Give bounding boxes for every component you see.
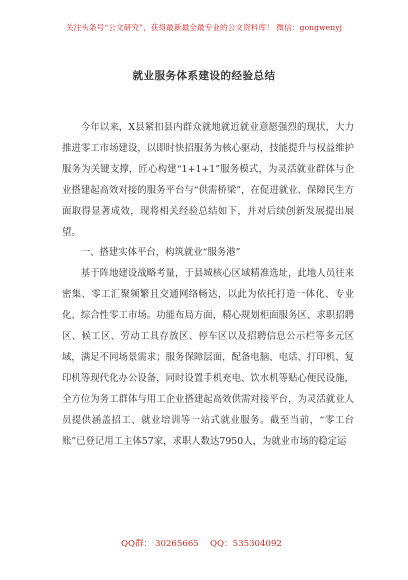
document-title: 就业服务体系建设的经验总结 xyxy=(132,70,276,82)
section-heading: 一、搭建实体平台，构筑就业“服务港” xyxy=(80,247,241,259)
body-paragraph: 基于阵地建设战略考量，于县城核心区域精准选址，此地人员往来密集、零工汇聚频繁且交通网络畅达，以此为依托打造一体化、专业化、综合性零工市场。功能布局方面，精心规划柜面服务区、求职招聘区、候工区、劳动工具存放区、停车区以及招聘信息公示栏等多元区域，满足不同场景需求；服务保障层面，配备电脑、电话、打印机、复印机等现代化办公设备，同时设置手机充电、饮水机等贴心便民设施，全方位为务工群体与用工企业搭建起高效供需对接平台，为灵活就业人员提供涵盖招工、就业培训等一站式就业服务。截至当前，“零工台账”已登记用工主体57家，求职人数达7950人，为就业市场的稳定运 xyxy=(62,268,354,447)
document-body xyxy=(62,118,354,453)
header-banner: 关注头条号“公文研究”，获得最新最全最专业的公文资料库！ 微信：gongwenyj xyxy=(65,23,343,32)
qq-number: QQ：535304092 xyxy=(210,539,282,549)
intro-paragraph: 今年以来，X县紧扣县内群众就地就近就业意愿强烈的现状，大力推进零工市场建设，以即时快招服务为核心驱动，技能提升与权益维护服务为关键支撑，匠心构建“1+1+1”服务模式，为灵活就业群体与企业搭建起高效对接的服务平台与“供需桥梁”，在促进就业、保障民生方面取得显著成效，现将相关经验总结如下，并对后续创新发展提出展望。 xyxy=(62,122,354,238)
qq-group-number: QQ群： 30265665 xyxy=(121,539,199,549)
